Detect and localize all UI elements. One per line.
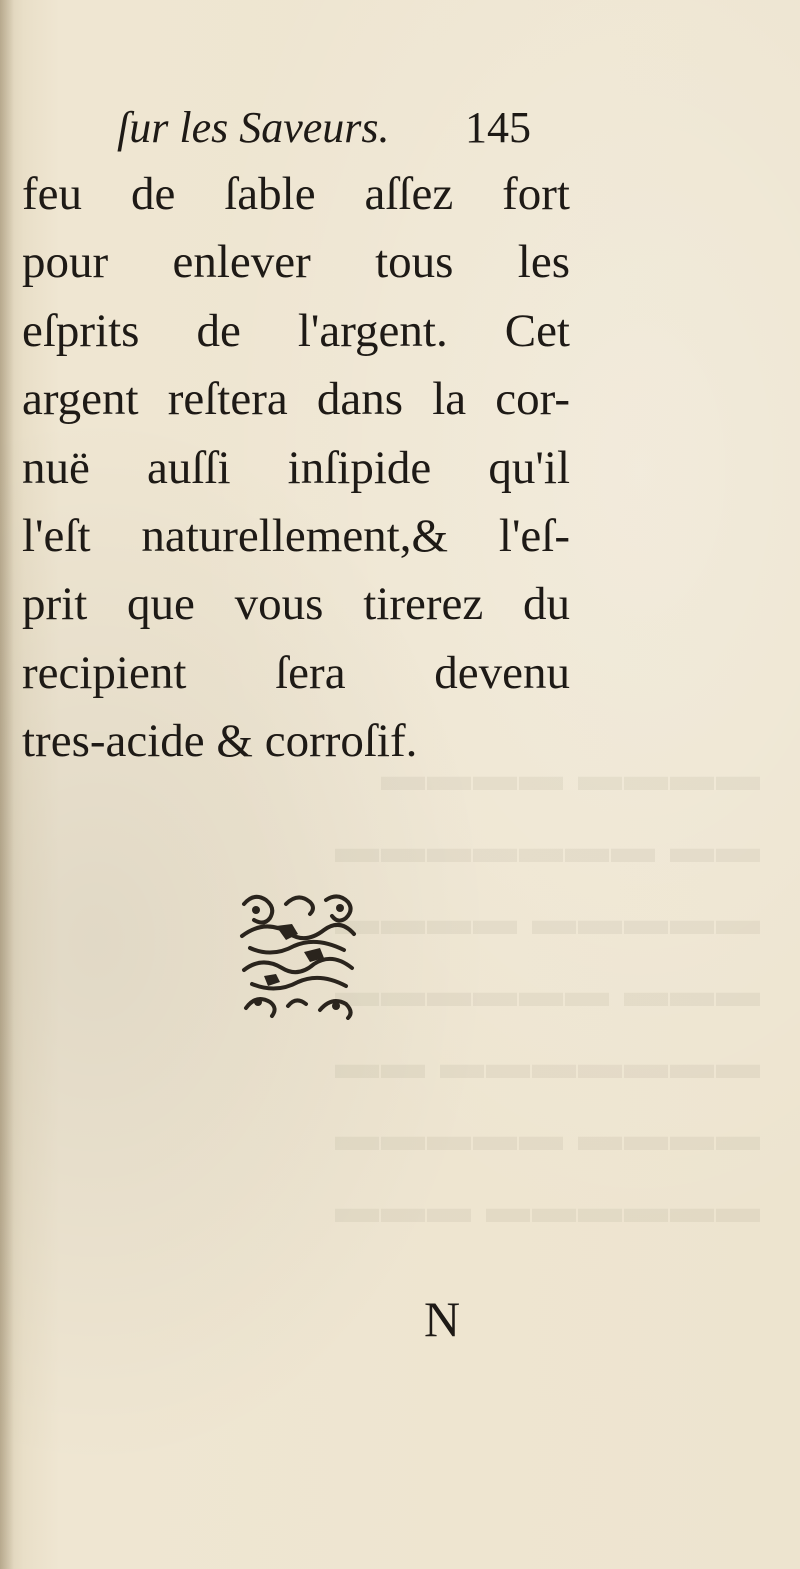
- text-line: nuë auſſi inſipide qu'il: [22, 441, 570, 494]
- text-line: feu de ſable aſſez fort: [22, 168, 570, 220]
- page-edge: [0, 0, 14, 1569]
- page-number: 145: [465, 103, 531, 152]
- running-title: ſur les Saveurs.: [117, 103, 390, 152]
- text-line: argent reſtera dans la cor-: [22, 373, 570, 426]
- body-text: [22, 160, 570, 776]
- text-line: l'eſt naturellement,& l'eſ-: [22, 509, 570, 562]
- signature-mark: N: [424, 1291, 461, 1347]
- text-line: prit que vous tirerez du: [22, 578, 570, 631]
- text-line: pour enlever tous les: [22, 236, 570, 289]
- bleed-through-shadow: ▬▬▬▬ ▬▬▬▬ ▬▬ ▬▬▬▬▬▬▬ ▬▬▬▬▬ ▬▬▬▬ ▬▬▬ ▬▬▬▬▬▬ ▬▬▬▬▬▬▬ ▬▬ ▬▬▬▬ ▬▬▬▬▬ ▬▬▬▬▬▬ ▬▬▬: [333, 751, 760, 1232]
- text-line: recipient ſera devenu: [22, 646, 570, 699]
- text-line: tres-acide & corroſif.: [22, 715, 418, 768]
- text-line: eſprits de l'argent. Cet: [22, 304, 570, 357]
- running-head: [117, 102, 577, 162]
- tailpiece-ornament-icon: [236, 890, 360, 1020]
